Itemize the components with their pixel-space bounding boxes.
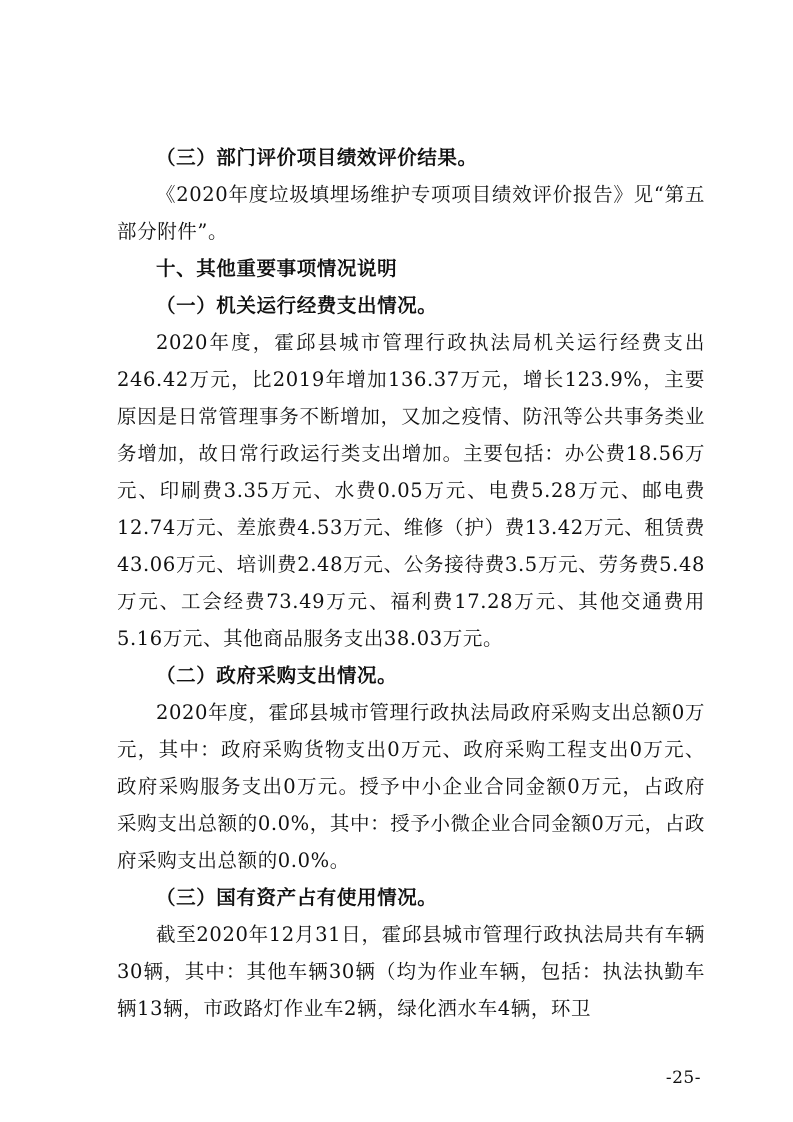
paragraph-government-procurement: 2020年度，霍邱县城市管理行政执法局政府采购支出总额0万元，其中：政府采购货物支出0万元、政府采购工程支出0万元、政府采购服务支出0万元。授予中小企业合同金额0万元，占政府采购支出总额的0.0%，其中：授予小微企业合同金额0万元，占政府采购支出总额的0.0%。 [117, 701, 705, 872]
document-body [117, 139, 705, 1027]
paragraph-operating-expenses: 2020年度，霍邱县城市管理行政执法局机关运行经费支出246.42万元，比2019年增加136.37万元，增长123.9%，主要原因是日常管理事务不断增加，又加之疫情、防汛等公共事务类业务增加，故日常行政运行类支出增加。主要包括：办公费18.56万元、印刷费3.35万元、水费0.05万元、电费5.28万元、邮电费12.74万元、差旅费4.53万元、维修（护）费13.42万元、租赁费43.06万元、培训费2.48万元、公务接待费3.5万元、劳务费5.48万元、工会经费73.49万元、福利费17.28万元、其他交通费用5.16万元、其他商品服务支出38.03万元。 [117, 331, 705, 650]
heading-performance-result: （三）部门评价项目绩效评价结果。 [156, 146, 478, 169]
heading-other-matters: 十、其他重要事项情况说明 [156, 257, 398, 280]
paragraph-state-assets: 截至2020年12月31日，霍邱县城市管理行政执法局共有车辆30辆，其中：其他车辆30辆（均为作业车辆，包括：执法执勤车辆13辆，市政路灯作业车2辆，绿化洒水车4辆，环卫 [117, 923, 705, 1020]
paragraph-performance-report: 《2020年度垃圾填埋场维护专项项目绩效评价报告》见“第五部分附件”。 [117, 183, 705, 243]
heading-government-procurement: （二）政府采购支出情况。 [156, 664, 398, 687]
heading-state-assets: （三）国有资产占有使用情况。 [156, 886, 438, 909]
heading-operating-expenses: （一）机关运行经费支出情况。 [156, 294, 438, 317]
page-number: -25- [665, 1068, 701, 1088]
